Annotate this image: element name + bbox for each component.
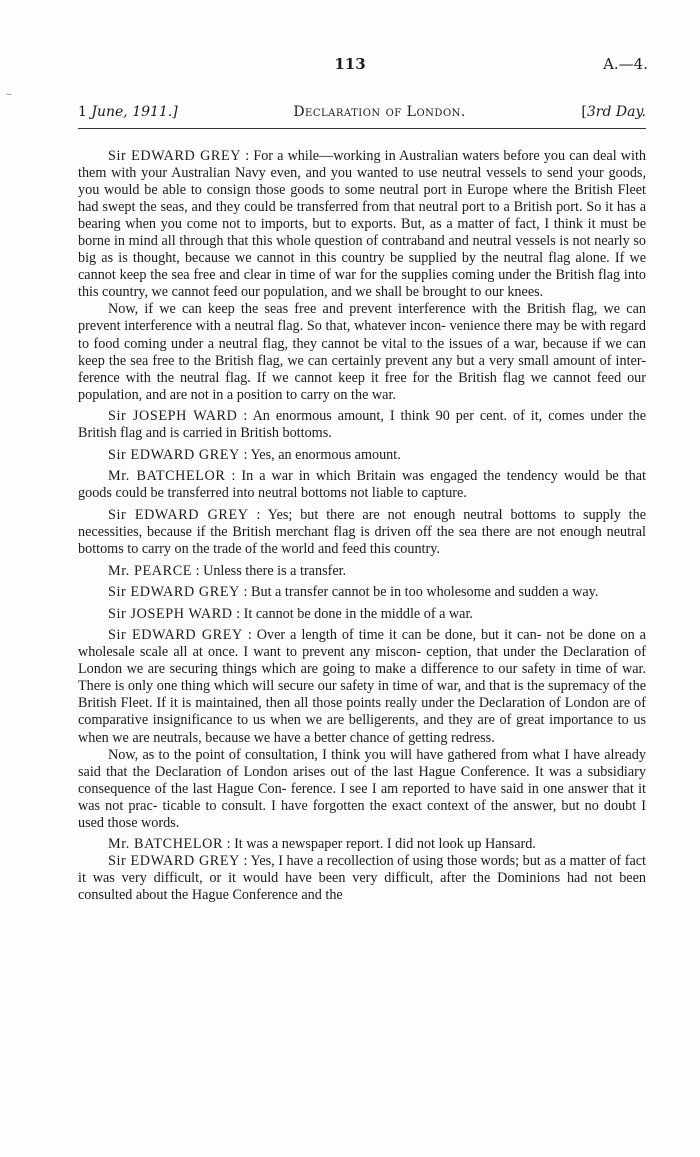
speaker-name: Mr. BATCHELOR (108, 836, 224, 853)
paragraph: Sir JOSEPH WARD : It cannot be done in the middle of a war. (108, 605, 473, 622)
paragraph: Sir EDWARD GREY : Yes, I have a recollection of using those words; but as a matter of fact it was very difficult, or it would have been very difficult, after the Dominions had not been consulted about the Hague Conference and the (78, 853, 646, 904)
paragraph-text: Yes, an enormous amount. (250, 446, 401, 463)
session-date (78, 104, 178, 120)
speaker-name: Sir EDWARD GREY (108, 148, 242, 164)
paragraph-text: But a transfer cannot be in too wholesome and sudden a way. (251, 584, 599, 601)
speaker-name: Sir EDWARD GREY (108, 853, 240, 870)
speaker-name: Sir JOSEPH WARD (108, 605, 233, 622)
header-rule (78, 128, 646, 129)
paragraph-text: Yes, I have a recollection of using those words; but as a matter of fact it was very difficult, or it would have been very difficult, after the Dominions had not been consulted about the Hague Conference and the (78, 853, 646, 904)
paragraph-text: Now, as to the point of consultation, I think you will have gathered from what I have already said that the Declaration of London arises out of the last Hague Conference. It was a subsidiary consequence of the last Hague Con- ference. I see I am reported to have said in one answer that it was not prac- ticable to consult. I have forgotten the exact context of the answer, but no doubt I used those words. (78, 746, 646, 831)
paragraph (78, 747, 646, 832)
paragraph: Mr. BATCHELOR : In a war in which Britain was engaged the tendency would be that goods could be transferred into neutral bottoms not liable to capture. (78, 468, 646, 502)
document-title: Declaration of London. (293, 104, 466, 120)
paragraph-text: It cannot be done in the middle of a war. (243, 605, 473, 622)
paragraph-text: An enormous amount, I think 90 per cent. of it, comes under the British flag and is carried in British bottoms. (78, 408, 646, 442)
speaker-name: Sir EDWARD GREY (108, 506, 249, 523)
speaker-name: Mr. BATCHELOR (108, 468, 226, 485)
paragraph (78, 301, 646, 403)
speaker-name: Sir EDWARD GREY (108, 446, 240, 463)
paragraph: Mr. PEARCE : Unless there is a transfer. (108, 562, 347, 579)
day-text: 3rd Day. (586, 104, 646, 120)
paragraph-text: For a while—working in Australian waters before you can deal with them with your Australian Navy even, and you wanted to use neutral vessels to send your goods, you would be able to consign those goods to some neutral port in Europe where the British Fleet had swept the seas, and they could be transferred from that neutral port to a British port. So it has a bearing when you come not to imports, but to exports. But, as a matter of fact, I think it must be borne in mind all through that this whole question of contraband and neutral vessels is not nearly so big as is thought, because we cannot in this country be supplied by the neutral flag alone. If we cannot keep the sea free and clear in time of war for the supplies coming under the British flag into this country, we cannot feed our population, and we shall be brought to our knees. (78, 148, 646, 301)
speaker-name: Sir EDWARD GREY (108, 584, 240, 601)
date-day: 1 (78, 104, 87, 120)
paper-reference: A.—4. (603, 55, 648, 73)
paragraph-text: Unless there is a transfer. (203, 562, 347, 579)
paragraph-text: Yes; but there are not enough neutral bottoms to supply the necessities, because if the British merchant flag is driven off the sea there are not enough neutral bottoms to carry on the trade of the world and feed this country. (78, 506, 646, 558)
running-head (78, 104, 646, 120)
paragraph-text: In a war in which Britain was engaged the tendency would be that goods could be transferred into neutral bottoms not liable to capture. (78, 468, 646, 502)
speaker-name: Sir EDWARD GREY (108, 627, 243, 644)
paragraph: Sir EDWARD GREY : But a transfer cannot be in too wholesome and sudden a way. (108, 584, 599, 601)
paragraph: Sir EDWARD GREY : For a while—working in Australian waters before you can deal with them with your Australian Navy even, and you wanted to use neutral vessels to send your goods, you would be able to consign those goods to some neutral port in Europe where the British Fleet had swept the seas, and they could be transferred from that neutral port to a British port. So it has a bearing when you come not to imports, but to exports. But, as a matter of fact, I think it must be borne in mind all through that this whole question of contraband and neutral vessels is not nearly so big as is thought, because we cannot in this country be supplied by the neutral flag alone. If we cannot keep the sea free and clear in time of war for the supplies coming under the British flag into this country, we cannot feed our population, and we shall be brought to our knees. (78, 148, 646, 301)
paragraph: Mr. BATCHELOR : It was a newspaper report. I did not look up Hansard. (108, 836, 536, 853)
paragraph: Sir EDWARD GREY : Over a length of time it can be done, but it can- not be done on a wholesale scale all at once. I want to prevent any miscon- ception, that under the Declaration of London we are securing things which are going to make a difference to our safety in time of war. There is only one thing which will secure our safety in time of war, and that is the supremacy of the British Fleet. If it is maintained, then all those points really under the Declaration of London are of comparative insignificance to us when we are belligerents, and they are of great importance to us when we are neutrals, because we have a better chance of getting redress. (78, 627, 646, 746)
paragraph-text: Over a length of time it can be done, but it can- not be done on a wholesale scale all at once. I want to prevent any miscon- ception, that under the Declaration of London we are securing things which are going to make a difference to our safety in time of war. There is only one thing which will secure our safety in time of war, and that is the supremacy of the British Fleet. If it is maintained, then all those points really under the Declaration of London are of comparative insignificance to us when we are belligerents, and they are of great importance to us when we are neutrals, because we have a better chance of getting redress. (78, 627, 646, 746)
paragraph: Sir EDWARD GREY : Yes, an enormous amount. (108, 446, 401, 463)
paragraph: Sir JOSEPH WARD : An enormous amount, I think 90 per cent. of it, comes under the British flag and is carried in British bottoms. (78, 408, 646, 442)
transcript-body (78, 148, 646, 904)
paragraph: Sir EDWARD GREY : Yes; but there are not enough neutral bottoms to supply the necessities, because if the British merchant flag is driven off the sea there are not enough neutral bottoms to carry on the trade of the world and feed this country. (78, 506, 646, 558)
paragraph-text: It was a newspaper report. I did not look up Hansard. (234, 836, 536, 853)
paragraph-text: Now, if we can keep the seas free and prevent interference with the British flag, we can prevent interference with a neutral flag. So that, whatever incon- venience there may be with regard to food coming under a neutral flag, they cannot be vital to the issues of a war, because if we can keep the sea free to the British flag, we can certainly prevent any but a very small amount of inter- ference with the neutral flag. If we cannot keep it free for the British flag we cannot feed our population, and are not in a position to carry on the war. (78, 301, 646, 403)
margin-mark: ~ (5, 90, 13, 100)
speaker-name: Sir JOSEPH WARD (108, 408, 238, 425)
conference-day: [3rd Day. (581, 104, 646, 120)
date-text: June, 1911.] (91, 104, 178, 120)
page-number: 113 (334, 55, 366, 73)
speaker-name: Mr. PEARCE (108, 562, 193, 579)
